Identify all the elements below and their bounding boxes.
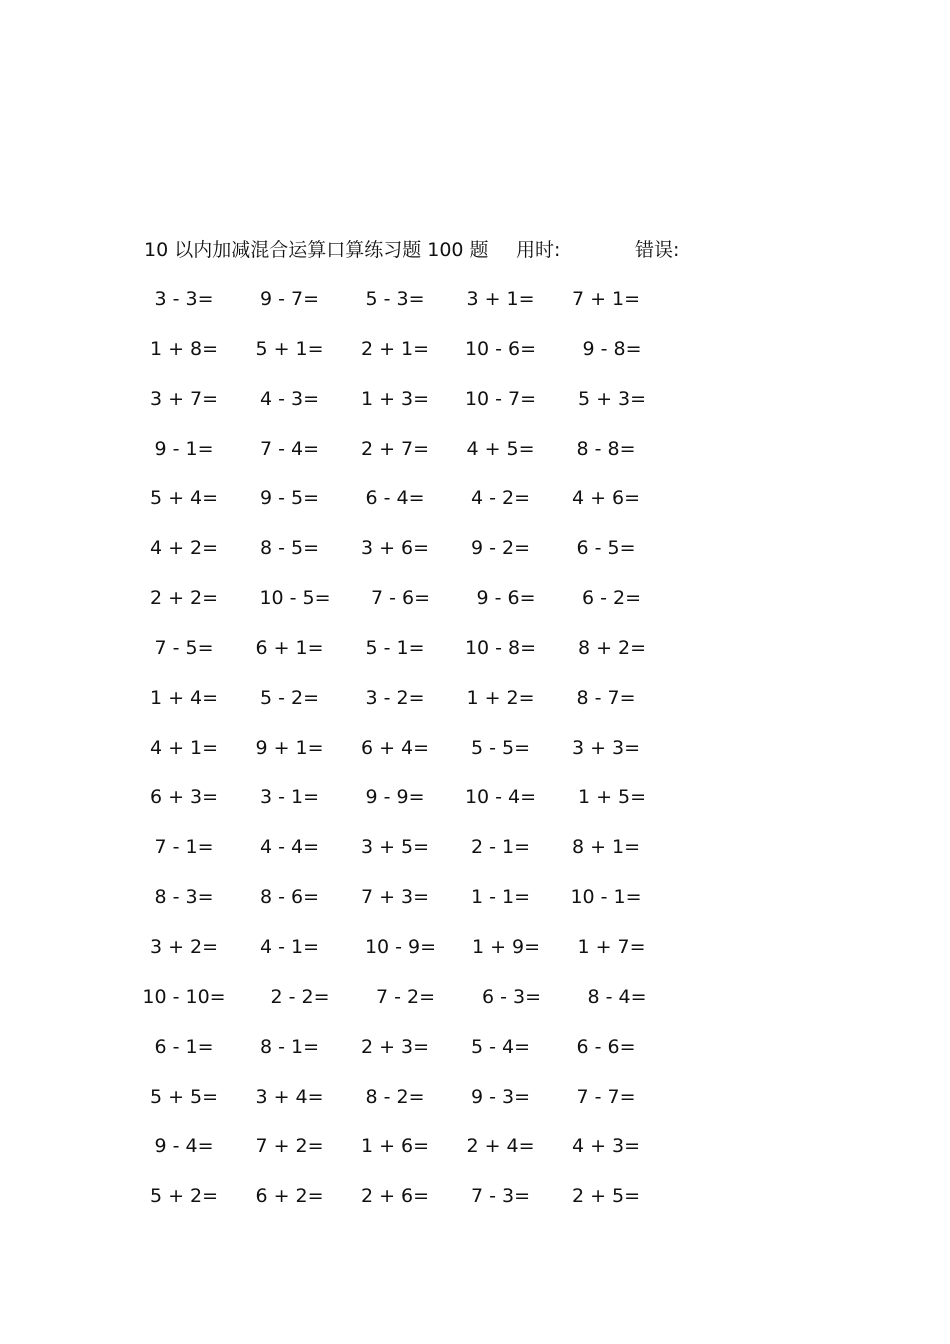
problem-cell: 9 - 9= <box>365 786 425 809</box>
problem-cell: 10 - 6= <box>464 337 537 360</box>
problem-cell: 4 + 1= <box>149 736 219 759</box>
problem-row <box>0 634 950 684</box>
problem-row <box>0 684 950 734</box>
problem-row <box>0 1132 950 1182</box>
problem-cell: 6 + 2= <box>255 1185 324 1208</box>
problem-cell: 7 - 4= <box>259 437 320 460</box>
problem-cell: 7 + 2= <box>255 1135 324 1158</box>
problem-cell: 10 - 1= <box>570 886 642 909</box>
problem-cell: 4 - 2= <box>470 487 531 510</box>
problem-cell: 9 - 5= <box>259 487 320 510</box>
problem-cell: 9 - 3= <box>470 1085 531 1108</box>
problem-cell: 7 - 3= <box>470 1185 531 1208</box>
problem-row <box>0 933 950 983</box>
time-used-label: 用时: <box>516 239 561 261</box>
problem-row <box>0 783 950 833</box>
problem-cell: 10 - 10= <box>142 985 226 1008</box>
problem-cell: 10 - 4= <box>464 786 537 809</box>
problem-row <box>0 833 950 883</box>
problem-cell: 6 + 3= <box>149 786 219 809</box>
problem-cell: 7 + 3= <box>360 886 430 909</box>
problem-cell: 4 - 4= <box>259 836 320 859</box>
problem-cell: 3 - 3= <box>154 288 214 310</box>
problem-cell: 7 - 1= <box>154 836 214 859</box>
problem-row <box>0 584 950 634</box>
problem-cell: 1 + 4= <box>149 686 219 709</box>
problem-cell: 9 - 8= <box>582 337 642 360</box>
problem-cell: 3 + 1= <box>466 288 535 310</box>
problem-row <box>0 385 950 435</box>
problem-cell: 4 + 6= <box>571 487 641 510</box>
problem-cell: 9 - 1= <box>154 437 214 460</box>
problem-cell: 6 - 2= <box>581 587 642 610</box>
problem-cell: 4 + 3= <box>571 1135 641 1158</box>
worksheet-title: 10 以内加减混合运算口算练习题 100 题 <box>144 239 489 261</box>
problem-cell: 7 - 7= <box>576 1085 636 1108</box>
problem-cell: 8 - 4= <box>587 985 647 1008</box>
problem-row <box>0 335 950 385</box>
problem-cell: 5 + 5= <box>149 1085 219 1108</box>
problem-cell: 7 - 5= <box>154 636 214 659</box>
problem-cell: 5 - 4= <box>470 1035 531 1058</box>
problem-cell: 9 + 1= <box>255 736 324 759</box>
problem-cell: 7 + 1= <box>571 288 641 310</box>
problem-row <box>0 983 950 1033</box>
problem-cell: 5 - 5= <box>470 736 531 759</box>
problem-cell: 10 - 5= <box>259 587 331 610</box>
problem-cell: 8 + 2= <box>577 636 647 659</box>
problem-cell: 4 - 1= <box>259 935 320 958</box>
problem-cell: 5 + 4= <box>149 487 219 510</box>
problem-cell: 1 + 5= <box>577 786 647 809</box>
problem-cell: 8 - 3= <box>154 886 214 909</box>
problem-cell: 5 + 1= <box>255 337 324 360</box>
problem-row <box>0 435 950 485</box>
problem-cell: 9 - 4= <box>154 1135 214 1158</box>
problem-cell: 5 + 2= <box>149 1185 219 1208</box>
problem-cell: 3 + 3= <box>571 736 641 759</box>
problem-grid <box>0 285 950 1232</box>
problem-cell: 2 + 2= <box>149 587 219 610</box>
problem-row <box>0 285 950 335</box>
problem-cell: 1 + 8= <box>149 337 219 360</box>
problem-cell: 3 + 5= <box>360 836 430 859</box>
problem-cell: 3 - 1= <box>259 786 320 809</box>
problem-cell: 7 - 6= <box>370 587 431 610</box>
problem-cell: 4 - 3= <box>259 387 320 410</box>
problem-cell: 5 - 3= <box>365 288 425 310</box>
errors-label: 错误: <box>635 239 680 261</box>
problem-cell: 2 + 7= <box>360 437 430 460</box>
problem-cell: 3 + 7= <box>149 387 219 410</box>
problem-cell: 2 + 6= <box>360 1185 430 1208</box>
problem-cell: 2 + 5= <box>571 1185 641 1208</box>
problem-cell: 5 - 2= <box>259 686 320 709</box>
problem-row <box>0 484 950 534</box>
problem-cell: 7 - 2= <box>375 985 436 1008</box>
problem-cell: 8 + 1= <box>571 836 641 859</box>
problem-cell: 1 + 2= <box>466 686 535 709</box>
problem-cell: 8 - 8= <box>576 437 636 460</box>
problem-cell: 1 + 9= <box>471 935 541 958</box>
problem-cell: 1 + 7= <box>577 935 646 958</box>
problem-cell: 3 + 2= <box>149 935 219 958</box>
problem-cell: 1 + 3= <box>360 387 430 410</box>
problem-cell: 6 - 6= <box>576 1035 636 1058</box>
problem-cell: 6 + 4= <box>360 736 430 759</box>
problem-cell: 4 + 2= <box>149 537 219 560</box>
problem-cell: 8 - 7= <box>576 686 636 709</box>
problem-cell: 10 - 7= <box>464 387 537 410</box>
problem-cell: 2 - 1= <box>470 836 531 859</box>
problem-cell: 1 - 1= <box>470 886 531 909</box>
problem-cell: 6 - 5= <box>576 537 636 560</box>
problem-cell: 6 - 3= <box>481 985 542 1008</box>
problem-cell: 3 + 4= <box>255 1085 324 1108</box>
problem-cell: 5 - 1= <box>365 636 425 659</box>
problem-row <box>0 734 950 784</box>
problem-cell: 8 - 6= <box>259 886 320 909</box>
problem-cell: 9 - 2= <box>470 537 531 560</box>
problem-cell: 9 - 6= <box>476 587 536 610</box>
problem-cell: 1 + 6= <box>360 1135 430 1158</box>
problem-row <box>0 1083 950 1133</box>
problem-cell: 9 - 7= <box>259 288 320 310</box>
problem-cell: 2 + 4= <box>466 1135 535 1158</box>
problem-row <box>0 534 950 584</box>
problem-cell: 2 + 1= <box>360 337 430 360</box>
problem-row <box>0 1182 950 1232</box>
problem-cell: 3 + 6= <box>360 537 430 560</box>
problem-cell: 8 - 2= <box>365 1085 425 1108</box>
problem-cell: 8 - 1= <box>259 1035 320 1058</box>
problem-cell: 4 + 5= <box>466 437 535 460</box>
problem-cell: 2 + 3= <box>360 1035 430 1058</box>
problem-cell: 6 - 4= <box>365 487 425 510</box>
problem-cell: 6 + 1= <box>255 636 324 659</box>
problem-cell: 2 - 2= <box>270 985 330 1008</box>
problem-cell: 6 - 1= <box>154 1035 214 1058</box>
problem-cell: 3 - 2= <box>365 686 425 709</box>
problem-row <box>0 883 950 933</box>
problem-cell: 10 - 9= <box>364 935 437 958</box>
problem-cell: 8 - 5= <box>259 537 320 560</box>
problem-cell: 5 + 3= <box>577 387 647 410</box>
problem-row <box>0 1033 950 1083</box>
problem-cell: 10 - 8= <box>464 636 537 659</box>
